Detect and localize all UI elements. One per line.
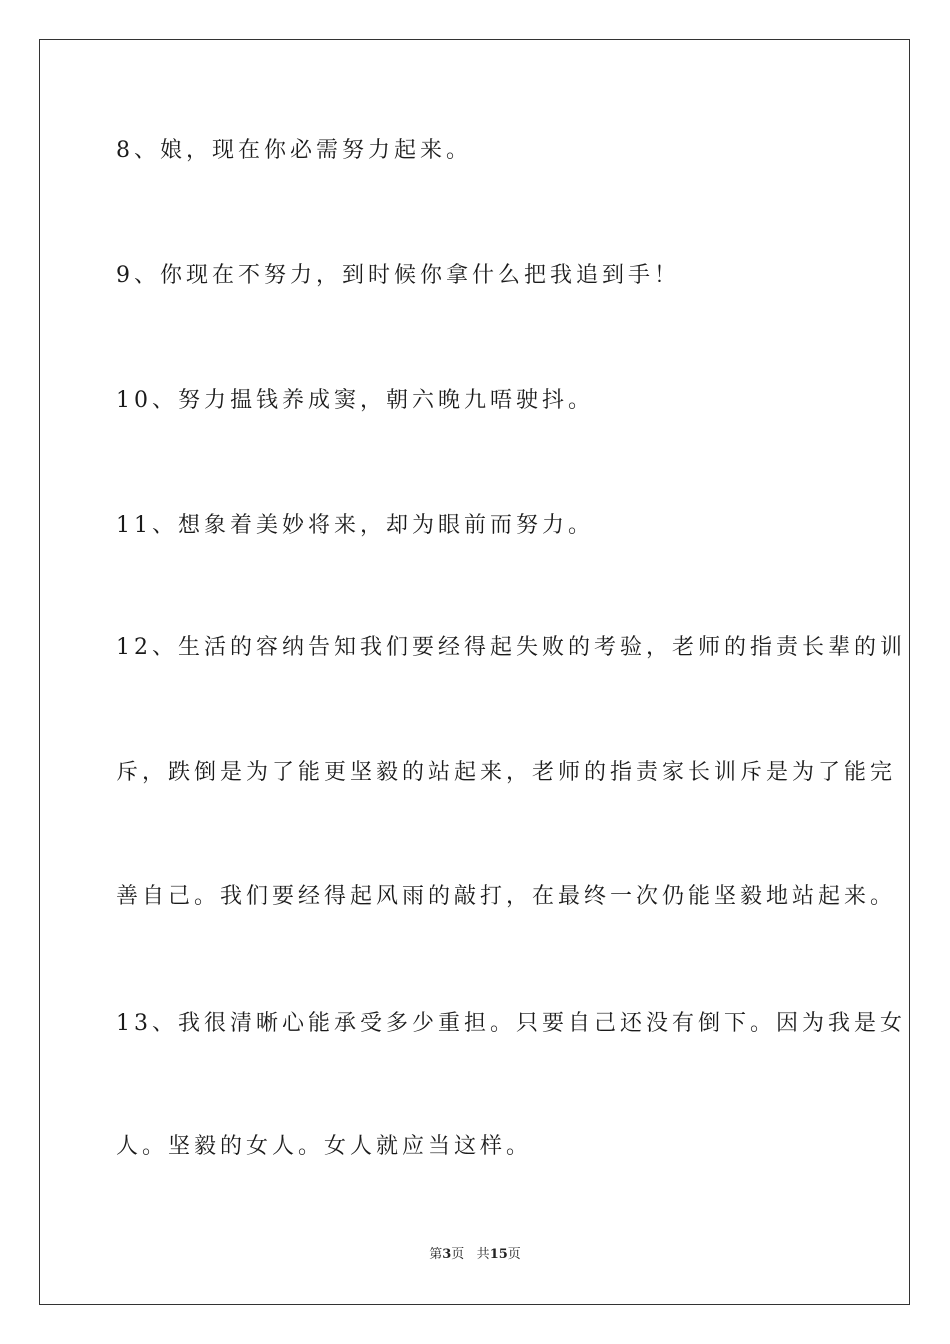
page-prefix: 第: [429, 1247, 443, 1262]
page-border: [39, 39, 910, 1305]
total-suffix: 页: [507, 1247, 521, 1262]
text-line-9: 人。坚毅的女人。女人就应当这样。: [116, 1134, 533, 1159]
text-line-6: 斥，跌倒是为了能更坚毅的站起来，老师的指责家长训斥是为了能完: [116, 760, 897, 785]
page-number: 3: [442, 1247, 452, 1262]
text-line-4: 11、想象着美妙将来，却为眼前而努力。: [116, 513, 594, 538]
page-suffix: 页: [451, 1247, 465, 1262]
page-footer: [0, 1246, 950, 1264]
text-line-8: 13、我很清晰心能承受多少重担。只要自己还没有倒下。因为我是女: [116, 1011, 906, 1036]
total-prefix: 共: [476, 1247, 490, 1262]
text-line-2: 9、你现在不努力，到时候你拿什么把我追到手！: [116, 263, 680, 288]
text-line-7: 善自己。我们要经得起风雨的敲打，在最终一次仍能坚毅地站起来。: [116, 884, 897, 909]
text-line-1: 8、娘，现在你必需努力起来。: [116, 138, 472, 163]
total-pages: 15: [489, 1247, 508, 1262]
text-line-3: 10、努力揾钱养成窦，朝六晚九唔驶抖。: [116, 388, 594, 413]
text-line-5: 12、生活的容纳告知我们要经得起失败的考验，老师的指责长辈的训: [116, 635, 906, 660]
